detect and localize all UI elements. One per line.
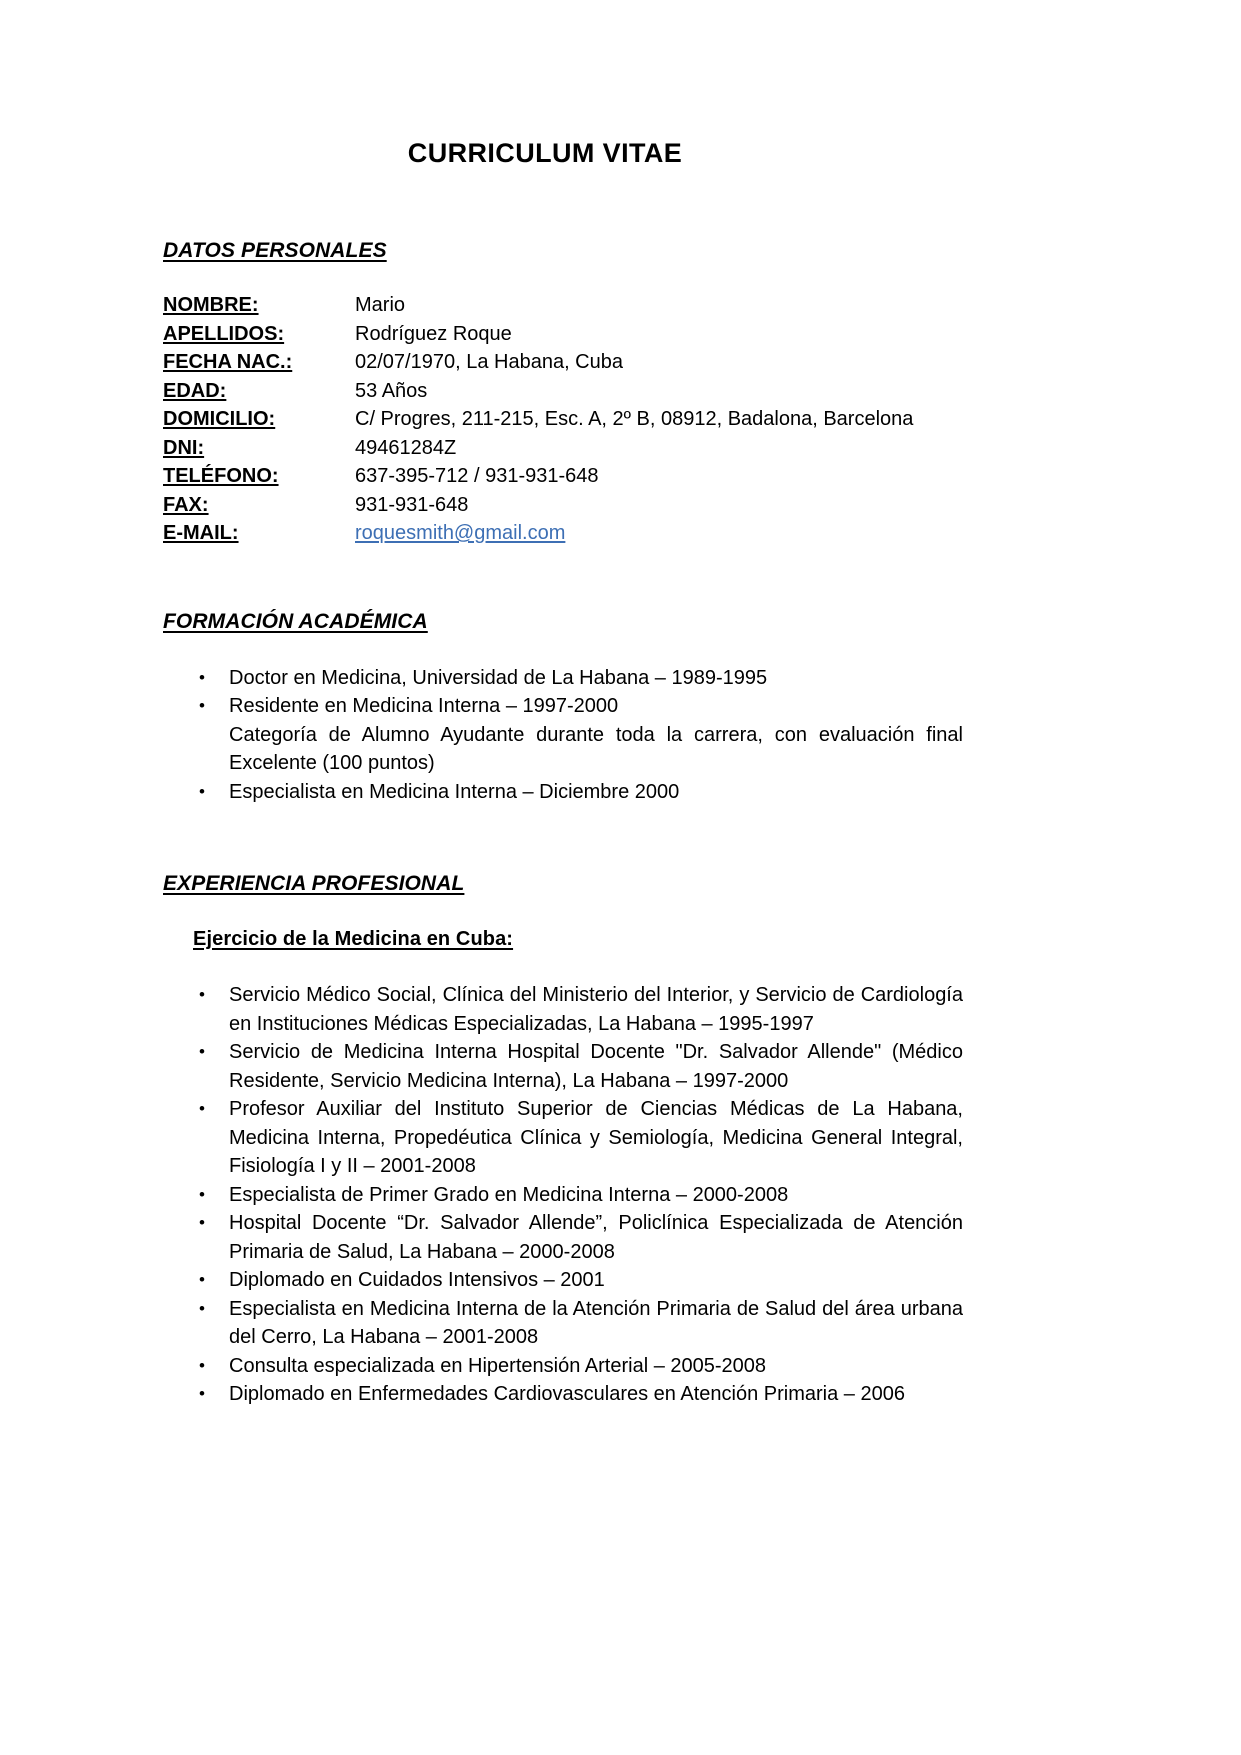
list-item: • Especialista de Primer Grado en Medicina Interna – 2000-2008 bbox=[163, 1181, 963, 1210]
field-label-apellidos: APELLIDOS: bbox=[163, 322, 285, 345]
field-value-apellidos: Rodríguez Roque bbox=[355, 322, 512, 345]
section-heading-datos-personales: DATOS PERSONALES bbox=[163, 239, 387, 262]
list-item: • Residente en Medicina Interna – 1997-2000 Categoría de Alumno Ayudante durante toda la carrera, con evaluación final Excelente (100 puntos) bbox=[163, 692, 963, 778]
table-row bbox=[163, 491, 963, 520]
field-label-fecha-nac: FECHA NAC.: bbox=[163, 351, 293, 373]
spacer bbox=[163, 806, 963, 872]
list-item: • Doctor en Medicina, Universidad de La Habana – 1989-1995 bbox=[163, 664, 963, 693]
field-value-fax: 931-931-648 bbox=[355, 493, 469, 516]
spacer bbox=[163, 951, 963, 981]
list-item-continuation: Categoría de Alumno Ayudante durante toda la carrera, con evaluación final Excelente (100 puntos) bbox=[229, 723, 963, 774]
list-item: • Servicio Médico Social, Clínica del Ministerio del Interior, y Servicio de Cardiología en Instituciones Médicas Especializadas, La Habana – 1995-1997 bbox=[163, 981, 963, 1038]
document-body bbox=[163, 0, 963, 1409]
table-row bbox=[163, 519, 963, 548]
list-item: • Profesor Auxiliar del Instituto Superior de Ciencias Médicas de La Habana, Medicina Interna, Propedéutica Clínica y Semiología, Medicina General Integral, Fisiología I y II – 2001-2008 bbox=[163, 1095, 963, 1181]
subsection-heading-ejercicio-medicina-cuba: Ejercicio de la Medicina en Cuba: bbox=[193, 928, 514, 950]
spacer bbox=[163, 548, 963, 610]
field-value-fecha-nac: 02/07/1970, La Habana, Cuba bbox=[355, 351, 623, 373]
list-item: • Hospital Docente “Dr. Salvador Allende”, Policlínica Especializada de Atención Primaria de Salud, La Habana – 2000-2008 bbox=[163, 1209, 963, 1266]
spacer bbox=[163, 896, 963, 928]
list-item: • Diplomado en Cuidados Intensivos – 2001 bbox=[163, 1266, 963, 1295]
field-label-domicilio: DOMICILIO: bbox=[163, 408, 276, 430]
table-row bbox=[163, 434, 963, 463]
table-row bbox=[163, 291, 963, 320]
spacer bbox=[163, 169, 963, 239]
table-row bbox=[163, 462, 963, 491]
email-link[interactable]: roquesmith@gmail.com bbox=[355, 522, 566, 544]
personal-data-table bbox=[163, 291, 963, 548]
list-item: • Servicio de Medicina Interna Hospital Docente "Dr. Salvador Allende" (Médico Residente, Servicio Medicina Interna), La Habana – 1997-2000 bbox=[163, 1038, 963, 1095]
section-heading-experiencia-profesional: EXPERIENCIA PROFESIONAL bbox=[163, 872, 465, 895]
education-list bbox=[163, 664, 963, 807]
page-title: CURRICULUM VITAE bbox=[407, 138, 683, 168]
table-row bbox=[163, 377, 963, 406]
list-item: • Especialista en Medicina Interna – Diciembre 2000 bbox=[163, 778, 963, 807]
table-row bbox=[163, 320, 963, 349]
field-label-email: E-MAIL: bbox=[163, 522, 239, 544]
list-item: • Diplomado en Enfermedades Cardiovasculares en Atención Primaria – 2006 bbox=[163, 1380, 963, 1409]
experience-list bbox=[163, 981, 963, 1409]
field-label-edad: EDAD: bbox=[163, 379, 227, 402]
field-label-fax: FAX: bbox=[163, 493, 209, 516]
field-value-domicilio: C/ Progres, 211-215, Esc. A, 2º B, 08912, Badalona, Barcelona bbox=[355, 408, 914, 430]
field-value-telefono: 637-395-712 / 931-931-648 bbox=[355, 465, 599, 487]
field-label-dni: DNI: bbox=[163, 436, 205, 459]
table-row bbox=[163, 348, 963, 377]
spacer bbox=[163, 634, 963, 664]
field-value-edad: 53 Años bbox=[355, 379, 428, 402]
field-value-dni: 49461284Z bbox=[355, 436, 457, 459]
field-label-nombre: NOMBRE: bbox=[163, 294, 259, 316]
field-label-telefono: TELÉFONO: bbox=[163, 465, 279, 487]
field-value-email bbox=[355, 519, 963, 548]
section-heading-formacion-academica: FORMACIÓN ACADÉMICA bbox=[163, 609, 428, 633]
field-value-nombre: Mario bbox=[355, 294, 406, 316]
spacer bbox=[163, 263, 963, 291]
list-item: • Especialista en Medicina Interna de la Atención Primaria de Salud del área urbana del Cerro, La Habana – 2001-2008 bbox=[163, 1295, 963, 1352]
table-row bbox=[163, 405, 963, 434]
list-item: • Consulta especializada en Hipertensión Arterial – 2005-2008 bbox=[163, 1352, 963, 1381]
